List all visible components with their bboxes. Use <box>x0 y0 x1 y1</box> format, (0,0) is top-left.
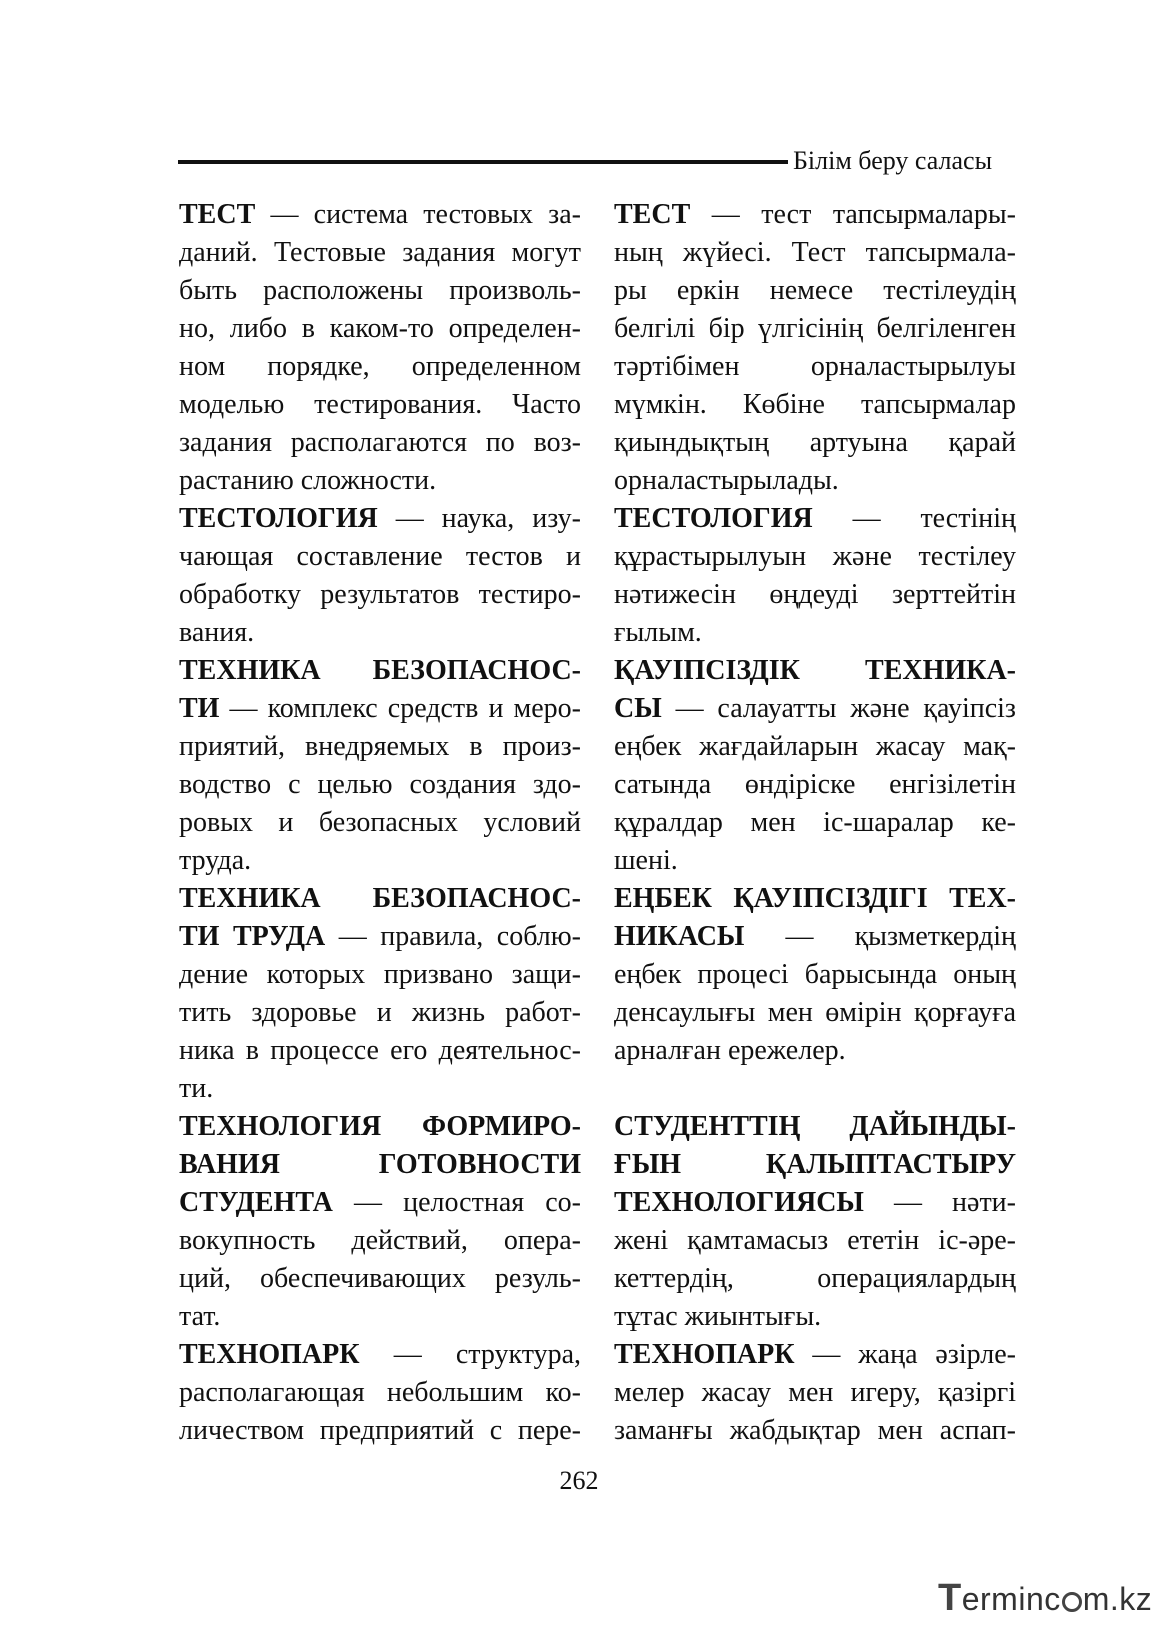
definition-text: тұтас жиынтығы. <box>614 1301 822 1332</box>
definition-text: тәртібімен орналастырылуы <box>614 351 1016 382</box>
left-column-line <box>179 424 581 462</box>
left-column-russian <box>179 196 581 1450</box>
left-column-line <box>179 272 581 310</box>
right-column-line <box>614 1070 1016 1108</box>
right-column-line <box>614 538 1016 576</box>
definition-text: арналған ережелер. <box>614 1035 846 1066</box>
left-column-line <box>179 918 581 956</box>
definition-text: водство с целью создания здо- <box>179 769 581 800</box>
right-column-line <box>614 1146 1016 1184</box>
right-column-line <box>614 956 1016 994</box>
term-heading: ТЕСТОЛОГИЯ <box>179 503 378 534</box>
definition-text: заманғы жабдықтар мен аспап- <box>614 1415 1016 1446</box>
term-heading: НИКАСЫ <box>614 921 745 952</box>
definition-text: тить здоровье и жизнь работ- <box>179 997 581 1028</box>
watermark-text-part2: m.kz <box>1082 1581 1153 1617</box>
definition-text: ника в процессе его деятельнос- <box>179 1035 581 1066</box>
definition-text: құрастырылуын және тестілеу <box>614 541 1016 572</box>
definition-text: но, либо в каком-то определен- <box>179 313 581 344</box>
left-column-line <box>179 348 581 386</box>
right-column-line <box>614 1298 1016 1336</box>
left-column-line <box>179 1146 581 1184</box>
definition-text: ровых и безопасных условий <box>179 807 581 838</box>
term-heading: ТЕСТОЛОГИЯ <box>614 503 813 534</box>
right-column-line <box>614 348 1016 386</box>
left-column-line <box>179 652 581 690</box>
definition-text: денсаулығы мен өмірін қорғауға <box>614 997 1016 1028</box>
term-heading: ТЕХНИКА БЕЗОПАСНОС- <box>179 655 581 686</box>
term-heading: ТЕСТ <box>614 199 691 230</box>
left-column-line <box>179 880 581 918</box>
right-column-line <box>614 234 1016 272</box>
definition-text: еңбек жағдайларын жасау мақ- <box>614 731 1016 762</box>
term-heading: СТУДЕНТА <box>179 1187 333 1218</box>
definition-text: мелер жасау мен игеру, қазіргі <box>614 1377 1016 1408</box>
right-column-line <box>614 1374 1016 1412</box>
definition-text: орналастырылады. <box>614 465 839 496</box>
right-column-line <box>614 1222 1016 1260</box>
right-column-line <box>614 994 1016 1032</box>
left-column-line <box>179 1108 581 1146</box>
definition-text: — қызметкердің <box>744 921 1016 952</box>
definition-text: жені қамтамасыз ететін іс-әре- <box>614 1225 1016 1256</box>
definition-text: — наука, изу- <box>377 503 581 534</box>
right-column-line <box>614 424 1016 462</box>
left-column-line <box>179 310 581 348</box>
definition-text: мүмкін. Көбіне тапсырмалар <box>614 389 1016 420</box>
term-heading: ТЕХНОЛОГИЯ ФОРМИРО- <box>179 1111 581 1142</box>
term-heading: ТИ <box>179 693 220 724</box>
definition-text: вания. <box>179 617 255 648</box>
right-column-line <box>614 576 1016 614</box>
left-column-line <box>179 462 581 500</box>
right-column-line <box>614 880 1016 918</box>
definition-text: кеттердің, операциялардың <box>614 1263 1016 1294</box>
term-heading: СЫ <box>614 693 662 724</box>
left-column-line <box>179 1032 581 1070</box>
definition-text: ти. <box>179 1073 214 1104</box>
left-column-line <box>179 1222 581 1260</box>
running-header-title: Білім беру саласы <box>793 146 993 175</box>
right-column-line <box>614 804 1016 842</box>
watermark-text-part1: erminc <box>961 1581 1061 1617</box>
definition-text: — нәти- <box>863 1187 1016 1218</box>
definition-text: даний. Тестовые задания могут <box>179 237 581 268</box>
definition-text: — целостная со- <box>332 1187 581 1218</box>
definition-text: располагающая небольшим ко- <box>179 1377 581 1408</box>
left-column-line <box>179 1412 581 1450</box>
term-heading: ТЕХНОПАРК <box>614 1339 795 1370</box>
right-column-kazakh <box>614 196 1016 1450</box>
right-column-line <box>614 386 1016 424</box>
term-heading: ТИ ТРУДА <box>179 921 326 952</box>
left-column-line <box>179 614 581 652</box>
term-heading: ТЕХНОЛОГИЯСЫ <box>614 1187 864 1218</box>
termincom-watermark[interactable] <box>938 1579 1152 1618</box>
definition-text: нәтижесін өңдеуді зерттейтін <box>614 579 1016 610</box>
header-rule <box>178 160 788 164</box>
definition-text: — тест тапсырмалары- <box>690 199 1016 230</box>
right-column-line <box>614 614 1016 652</box>
right-column-line <box>614 1032 1016 1070</box>
right-column-line <box>614 1108 1016 1146</box>
definition-text: ның жүйесі. Тест тапсырмала- <box>614 237 1016 268</box>
left-column-line <box>179 538 581 576</box>
left-column-line <box>179 690 581 728</box>
right-column-line <box>614 918 1016 956</box>
right-column-line <box>614 690 1016 728</box>
definition-text: растанию сложности. <box>179 465 437 496</box>
definition-text: құралдар мен іс-шаралар ке- <box>614 807 1016 838</box>
right-column-line <box>614 272 1016 310</box>
definition-text: белгілі бір үлгісінің белгіленген <box>614 313 1016 344</box>
definition-text: — правила, соблю- <box>325 921 581 952</box>
left-column-line <box>179 1260 581 1298</box>
definition-text: моделью тестирования. Часто <box>179 389 581 420</box>
definition-text: вокупность действий, опера- <box>179 1225 581 1256</box>
right-column-line <box>614 842 1016 880</box>
left-column-line <box>179 728 581 766</box>
term-heading: ҚАУІПСІЗДІК ТЕХНИКА- <box>614 655 1016 686</box>
definition-text: задания располагаются по воз- <box>179 427 581 458</box>
definition-text: — система тестовых за- <box>255 199 581 230</box>
term-heading: ҒЫН ҚАЛЫПТАСТЫРУ <box>614 1149 1016 1180</box>
term-heading: ЕҢБЕК ҚАУІПСІЗДІГІ ТЕХ- <box>614 883 1016 914</box>
definition-text: ций, обеспечивающих резуль- <box>179 1263 581 1294</box>
left-column-line <box>179 1336 581 1374</box>
left-column-line <box>179 1184 581 1222</box>
definition-text: дение которых призвано защи- <box>179 959 581 990</box>
left-column-line <box>179 804 581 842</box>
definition-text: быть расположены произволь- <box>179 275 581 306</box>
right-column-line <box>614 766 1016 804</box>
page-number: 262 <box>559 1466 599 1495</box>
right-column-line <box>614 728 1016 766</box>
term-heading: ТЕСТ <box>179 199 256 230</box>
left-column-line <box>179 386 581 424</box>
right-column-line <box>614 462 1016 500</box>
watermark-circle-icon <box>1062 1592 1082 1612</box>
definition-text: шені. <box>614 845 678 876</box>
watermark-letter-t: T <box>938 1577 962 1619</box>
definition-text: қиындықтың артуына қарай <box>614 427 1016 458</box>
definition-text: — тестінің <box>812 503 1016 534</box>
definition-text: чающая составление тестов и <box>179 541 581 572</box>
definition-text: обработку результатов тестиро- <box>179 579 581 610</box>
left-column-line <box>179 1298 581 1336</box>
left-column-line <box>179 196 581 234</box>
definition-text: — структура, <box>359 1339 581 1370</box>
right-column-line <box>614 652 1016 690</box>
right-column-line <box>614 1184 1016 1222</box>
left-column-line <box>179 766 581 804</box>
definition-text: — салауатты және қауіпсіз <box>661 693 1016 724</box>
left-column-line <box>179 234 581 272</box>
term-heading: ТЕХНОПАРК <box>179 1339 360 1370</box>
term-heading: ВАНИЯ ГОТОВНОСТИ <box>179 1149 581 1180</box>
left-column-line <box>179 576 581 614</box>
left-column-line <box>179 842 581 880</box>
left-column-line <box>179 1070 581 1108</box>
definition-text: труда. <box>179 845 252 876</box>
left-column-line <box>179 994 581 1032</box>
definition-text: ғылым. <box>614 617 702 648</box>
right-column-line <box>614 1336 1016 1374</box>
right-column-line <box>614 196 1016 234</box>
term-heading: ТЕХНИКА БЕЗОПАСНОС- <box>179 883 581 914</box>
left-column-line <box>179 500 581 538</box>
right-column-line <box>614 310 1016 348</box>
definition-text: — комплекс средств и меро- <box>219 693 581 724</box>
definition-text: личеством предприятий с пере- <box>179 1415 581 1446</box>
left-column-line <box>179 1374 581 1412</box>
right-column-line <box>614 1412 1016 1450</box>
left-column-line <box>179 956 581 994</box>
definition-text: ном порядке, определенном <box>179 351 581 382</box>
definition-text: тат. <box>179 1301 221 1332</box>
right-column-line <box>614 1260 1016 1298</box>
definition-text: ры еркін немесе тестілеудің <box>614 275 1016 306</box>
definition-text: еңбек процесі барысында оның <box>614 959 1016 990</box>
term-heading: СТУДЕНТТІҢ ДАЙЫНДЫ- <box>614 1111 1016 1142</box>
definition-text: — жаңа әзірле- <box>794 1339 1016 1370</box>
right-column-line <box>614 500 1016 538</box>
definition-text: сатында өндіріске енгізілетін <box>614 769 1016 800</box>
definition-text: приятий, внедряемых в произ- <box>179 731 581 762</box>
